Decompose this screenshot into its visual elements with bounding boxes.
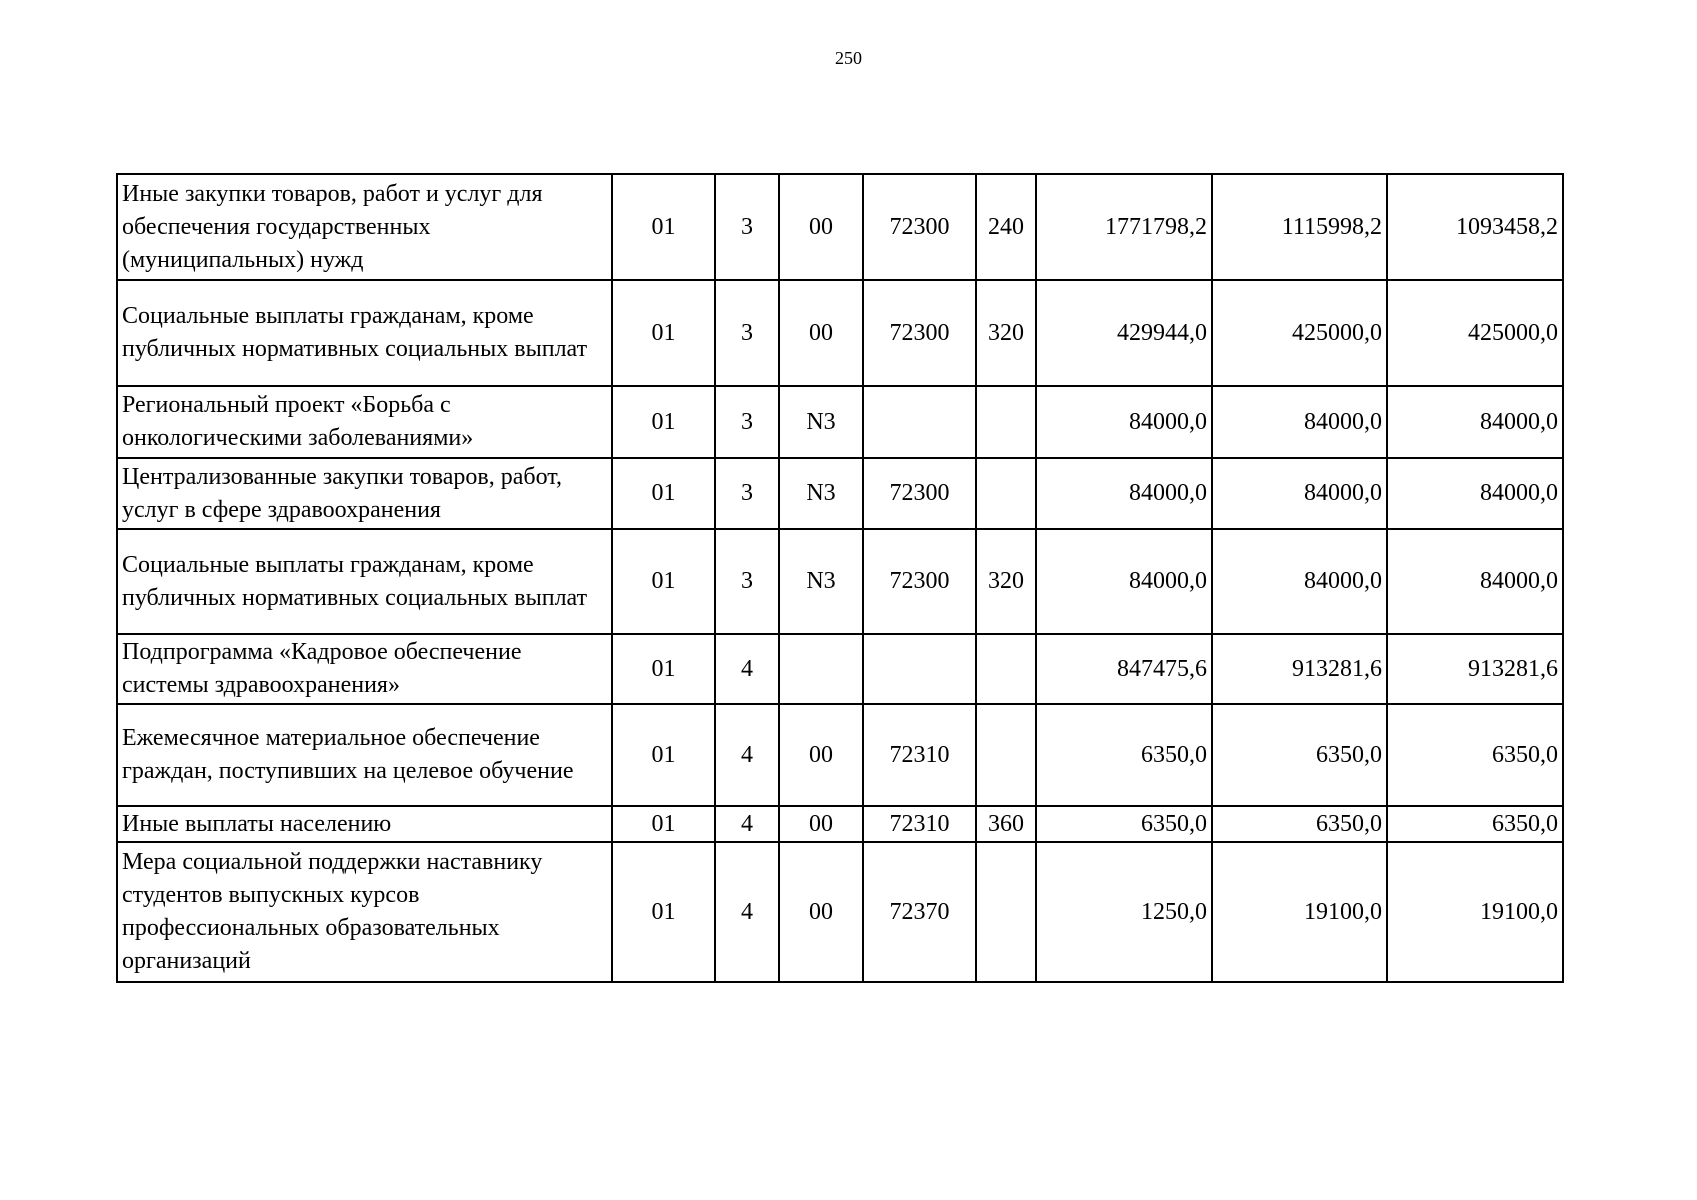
program-code-cell: 01 (612, 280, 715, 386)
amount-year1-cell: 84000,0 (1036, 458, 1212, 529)
direction-code-cell: 72300 (863, 458, 976, 529)
program-code-cell: 01 (612, 842, 715, 982)
program-code-cell: 01 (612, 634, 715, 704)
page-number: 250 (835, 48, 862, 68)
event-code-cell: 00 (779, 806, 863, 842)
amount-year1-cell: 84000,0 (1036, 386, 1212, 458)
table-row (117, 842, 1563, 982)
amount-year2-cell: 84000,0 (1212, 529, 1387, 634)
subprogram-code-cell: 4 (715, 634, 779, 704)
row-name-cell: Иные закупки товаров, работ и услуг для обеспечения государственных (муниципальных) нужд (117, 174, 612, 280)
subprogram-code-cell: 3 (715, 529, 779, 634)
direction-code-cell: 72310 (863, 704, 976, 806)
table-row (117, 386, 1563, 458)
expense-type-cell (976, 458, 1036, 529)
event-code-cell: 00 (779, 174, 863, 280)
table-row (117, 704, 1563, 806)
budget-table (116, 173, 1564, 983)
amount-year2-cell: 1115998,2 (1212, 174, 1387, 280)
row-name-cell: Ежемесячное материальное обеспечение граждан, поступивших на целевое обучение (117, 704, 612, 806)
expense-type-cell: 360 (976, 806, 1036, 842)
amount-year3-cell: 6350,0 (1387, 704, 1563, 806)
amount-year1-cell: 847475,6 (1036, 634, 1212, 704)
row-name-cell: Иные выплаты населению (117, 806, 612, 842)
amount-year2-cell: 6350,0 (1212, 704, 1387, 806)
program-code-cell: 01 (612, 704, 715, 806)
amount-year2-cell: 84000,0 (1212, 386, 1387, 458)
amount-year3-cell: 6350,0 (1387, 806, 1563, 842)
row-name-cell: Социальные выплаты гражданам, кроме публичных нормативных социальных выплат (117, 529, 612, 634)
amount-year3-cell: 84000,0 (1387, 458, 1563, 529)
subprogram-code-cell: 3 (715, 458, 779, 529)
amount-year2-cell: 19100,0 (1212, 842, 1387, 982)
row-name-cell: Централизованные закупки товаров, работ, услуг в сфере здравоохранения (117, 458, 612, 529)
amount-year1-cell: 429944,0 (1036, 280, 1212, 386)
row-name-cell: Мера социальной поддержки наставнику студентов выпускных курсов профессиональных образовательных организаций (117, 842, 612, 982)
expense-type-cell (976, 386, 1036, 458)
amount-year2-cell: 425000,0 (1212, 280, 1387, 386)
amount-year3-cell: 19100,0 (1387, 842, 1563, 982)
row-name-cell: Социальные выплаты гражданам, кроме публичных нормативных социальных выплат (117, 280, 612, 386)
expense-type-cell (976, 842, 1036, 982)
expense-type-cell: 240 (976, 174, 1036, 280)
expense-type-cell (976, 634, 1036, 704)
row-name-cell: Подпрограмма «Кадровое обеспечение системы здравоохранения» (117, 634, 612, 704)
table-row (117, 806, 1563, 842)
direction-code-cell: 72310 (863, 806, 976, 842)
program-code-cell: 01 (612, 386, 715, 458)
event-code-cell: 00 (779, 704, 863, 806)
amount-year1-cell: 84000,0 (1036, 529, 1212, 634)
subprogram-code-cell: 4 (715, 842, 779, 982)
table-row (117, 634, 1563, 704)
amount-year2-cell: 6350,0 (1212, 806, 1387, 842)
amount-year3-cell: 425000,0 (1387, 280, 1563, 386)
row-name-cell: Региональный проект «Борьба с онкологическими заболеваниями» (117, 386, 612, 458)
program-code-cell: 01 (612, 529, 715, 634)
amount-year2-cell: 913281,6 (1212, 634, 1387, 704)
expense-type-cell: 320 (976, 280, 1036, 386)
program-code-cell: 01 (612, 174, 715, 280)
table-row (117, 529, 1563, 634)
subprogram-code-cell: 3 (715, 174, 779, 280)
direction-code-cell: 72300 (863, 529, 976, 634)
amount-year1-cell: 1250,0 (1036, 842, 1212, 982)
direction-code-cell (863, 634, 976, 704)
event-code-cell: 00 (779, 280, 863, 386)
expense-type-cell: 320 (976, 529, 1036, 634)
event-code-cell: N3 (779, 386, 863, 458)
event-code-cell: N3 (779, 458, 863, 529)
amount-year1-cell: 1771798,2 (1036, 174, 1212, 280)
amount-year1-cell: 6350,0 (1036, 806, 1212, 842)
amount-year2-cell: 84000,0 (1212, 458, 1387, 529)
event-code-cell: 00 (779, 842, 863, 982)
amount-year1-cell: 6350,0 (1036, 704, 1212, 806)
subprogram-code-cell: 3 (715, 386, 779, 458)
amount-year3-cell: 84000,0 (1387, 529, 1563, 634)
event-code-cell (779, 634, 863, 704)
amount-year3-cell: 84000,0 (1387, 386, 1563, 458)
table-row (117, 458, 1563, 529)
subprogram-code-cell: 4 (715, 806, 779, 842)
program-code-cell: 01 (612, 806, 715, 842)
expense-type-cell (976, 704, 1036, 806)
program-code-cell: 01 (612, 458, 715, 529)
table-row (117, 280, 1563, 386)
amount-year3-cell: 1093458,2 (1387, 174, 1563, 280)
table-row (117, 174, 1563, 280)
amount-year3-cell: 913281,6 (1387, 634, 1563, 704)
direction-code-cell: 72370 (863, 842, 976, 982)
event-code-cell: N3 (779, 529, 863, 634)
direction-code-cell: 72300 (863, 174, 976, 280)
subprogram-code-cell: 4 (715, 704, 779, 806)
direction-code-cell (863, 386, 976, 458)
direction-code-cell: 72300 (863, 280, 976, 386)
subprogram-code-cell: 3 (715, 280, 779, 386)
